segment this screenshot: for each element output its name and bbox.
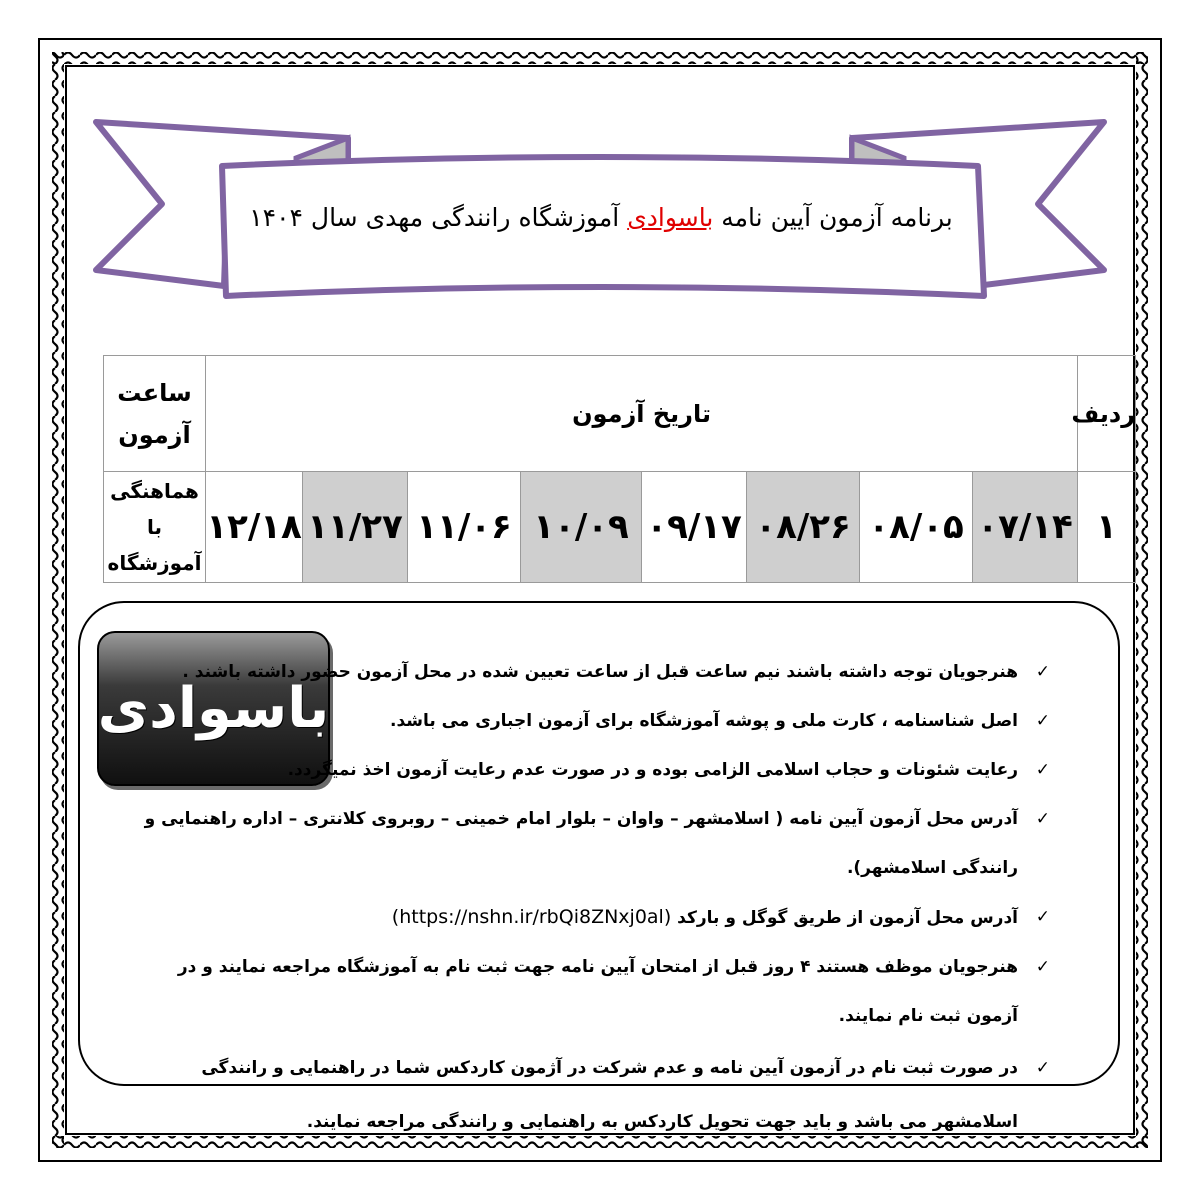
check-icon: ✓ <box>1035 809 1050 829</box>
page-title <box>236 198 966 238</box>
title-after: آموزشگاه رانندگی مهدی سال ۱۴۰۴ <box>249 203 620 232</box>
list-item <box>130 943 1050 1041</box>
note-text: آدرس محل آزمون از طریق گوگل و بارکد <box>677 908 1018 928</box>
date-cell: ۰۹/۱۷ <box>642 472 747 583</box>
exam-time-line1: هماهنگی با <box>110 479 199 539</box>
check-icon: ✓ <box>1035 711 1050 731</box>
list-item <box>130 746 1050 795</box>
check-icon: ✓ <box>1035 1058 1050 1078</box>
date-cell: ۱۱/۰۶ <box>408 472 521 583</box>
exam-time-cell <box>104 472 206 583</box>
header-exam-time-line2: آزمون <box>118 420 191 449</box>
header-row-number: ردیف <box>1078 356 1136 472</box>
note-text: هنرجویان موظف هستند ۴ روز قبل از امتحان آیین نامه جهت ثبت نام به آموزشگاه مراجعه نمایند و در آزمون ثبت نام نمایند. <box>177 957 1018 1026</box>
date-cell: ۱۲/۱۸ <box>206 472 303 583</box>
title-highlight: باسوادی <box>627 203 714 232</box>
check-icon: ✓ <box>1035 957 1050 977</box>
map-link[interactable]: (https://nshn.ir/rbQi8ZNxj0al) <box>391 906 672 928</box>
row-number-cell: ۱ <box>1078 472 1136 583</box>
note-text: هنرجویان توجه داشته باشند نیم ساعت قبل از ساعت تعیین شده در محل آزمون حضور داشته باشند . <box>182 662 1018 682</box>
date-cell: ۰۸/۰۵ <box>860 472 973 583</box>
header-exam-time-line1: ساعت <box>117 378 192 407</box>
notes-list <box>130 648 1050 1149</box>
check-icon: ✓ <box>1035 662 1050 682</box>
exam-time-line2: آموزشگاه <box>107 551 202 575</box>
ribbon-banner <box>0 0 1200 320</box>
table-header-row <box>104 356 1136 472</box>
note-text: در صورت ثبت نام در آزمون آیین نامه و عدم شرکت در آژمون کاردکس شما در راهنمایی و رانندگی اسلامشهر می باشد و باید جهت تحویل کاردکس به راهنمایی و رانندگی مراجعه نمایند. <box>201 1058 1018 1132</box>
list-item <box>130 893 1050 943</box>
list-item <box>130 648 1050 697</box>
check-icon: ✓ <box>1035 760 1050 780</box>
list-item <box>118 1041 1050 1149</box>
note-text: آدرس محل آزمون آیین نامه ( اسلامشهر – واوان – بلوار امام خمینی – روبروی کلانتری – اداره راهنمایی و رانندگی اسلامشهر). <box>144 809 1018 878</box>
date-cell: ۱۱/۲۷ <box>303 472 408 583</box>
list-item <box>130 697 1050 746</box>
date-cell: ۰۸/۲۶ <box>747 472 860 583</box>
check-icon: ✓ <box>1035 907 1050 927</box>
list-item <box>130 795 1050 893</box>
date-cell: ۰۷/۱۴ <box>973 472 1078 583</box>
note-text: رعایت شئونات و حجاب اسلامی الزامی بوده و در صورت عدم رعایت آزمون اخذ نمیگردد. <box>287 760 1018 780</box>
exam-schedule-table <box>103 355 1136 583</box>
note-text: اصل شناسنامه ، کارت ملی و پوشه آموزشگاه برای آزمون اجباری می باشد. <box>389 711 1018 731</box>
header-exam-date: تاریخ آزمون <box>206 356 1078 472</box>
date-cell: ۱۰/۰۹ <box>521 472 642 583</box>
table-row <box>104 472 1136 583</box>
title-before: برنامه آزمون آیین نامه <box>721 203 953 232</box>
badge-label: باسوادی <box>97 676 330 741</box>
header-exam-time <box>104 356 206 472</box>
